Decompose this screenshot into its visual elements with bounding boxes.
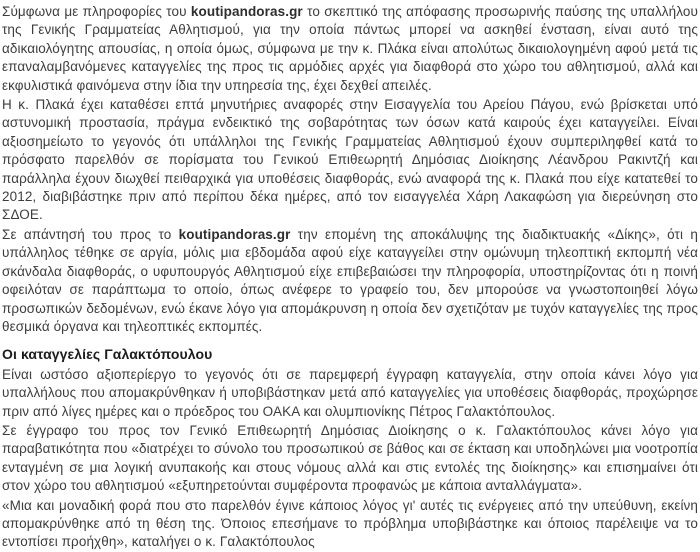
paragraph-text: Σύμφωνα με πληροφορίες του — [2, 4, 191, 19]
paragraph-text: «Μια και μοναδική φορά που στο παρελθόν έγινε κάποιος λόγος γι' αυτές τις ενέργειες από την υπεύθυνη, εκείνη απομακρύνθηκε από τη θέση της. Όποιος επεσήμανε το πρόβλημα υποβιβάστηκε και όποιος παρέλειψε να το εντοπίσει προήχθη», καταλήγει ο κ. Γαλακτόπουλος — [2, 497, 698, 550]
article-body — [2, 3, 698, 552]
site-name-text: koutipandoras.gr — [178, 226, 291, 242]
paragraph-text: Σε έγγραφο του προς τον Γενικό Επιθεωρητή Δημόσιας Διοίκησης ο κ. Γαλακτόπουλος κάνει λόγο για παραβατικότητα που «διατρέχει το σύνολο του προσωπικού σε βάθος και σε έκταση και υποδηλώνει μια νοοτροπία ενταγμένη σε μια λογική ανυπακοής και στους νόμους αλλά και στις εντολές της διοίκησης» και επισημαίνει ότι στον χώρο του αθλητισμού «εξυπηρετούνται συμφέροντα προφανώς με κάποια ανταλλάγματα». — [2, 422, 698, 494]
paragraph-ministry-response — [2, 226, 698, 336]
section-heading: Οι καταγγελίες Γαλακτόπουλου — [2, 346, 213, 363]
paragraph-text: το σκεπτικό της απόφασης προσωρινής παύσης της υπαλλήλου της Γενικής Γραμματείας Αθλητισμού, για την οποία πάντως μπορεί να ασκηθεί ένσταση, είναι αυτό της αδικαιολόγητης απουσίας, η οποία όμως, σύμφωνα με την κ. Πλάκα είναι απολύτως δικαιολογημένη αφού μετά τις επαναλαμβανόμενες καταγγελίες της προς τις αρμόδιες αρχές για διαφθορά στο χώρο του αθλητισμού, αλλά και εκφυλιστικά φαινόμενα στην ίδια την υπηρεσία της, έχει δεχθεί απειλές. — [2, 4, 698, 93]
site-name-text: koutipandoras.gr — [190, 4, 303, 19]
paragraph-galaktopoulos-complaint — [2, 366, 698, 421]
paragraph-text: Σε απάντησή του προς το — [2, 226, 179, 242]
paragraph-galaktopoulos-document — [2, 422, 698, 496]
paragraph-plaka-reports — [2, 96, 698, 225]
paragraph-text: Είναι ωστόσο αξιοπερίεργο το γεγονός ότι σε παρεμφερή έγγραφη καταγγελία, στην οποία κάνει λόγο για υπαλλήλους που απομακρύνθηκαν ή υποβιβάστηκαν μετά από καταγγελίες για υποθέσεις διαφθοράς, προχώρησε πριν από λίγες ημέρες και ο πρόεδρος του ΟΑΚΑ και ολυμπιονίκης Πέτρος Γαλακτόπουλος. — [2, 366, 698, 419]
paragraph-galaktopoulos-quote — [2, 497, 698, 552]
paragraph-intro — [2, 3, 698, 95]
paragraph-text: την επομένη της αποκάλυψης της διαδικτυακής «Δίκης», ότι η υπάλληλος τέθηκε σε αργία, μόλις μια εβδομάδα αφού είχε καταγγείλει στην ομώνυμη τηλεοπτική εκπομπή νέα σκάνδαλα διαφθοράς, ο υφυπουργός Αθλητισμού είχε επιβεβαιώσει την πληροφορία, υποστηρίζοντας ότι η ποινή οφειλόταν σε παράπτωμα το οποίο, όπως ανέφερε το γραφείο του, δεν μπορούσε να γνωστοποιηθεί λόγω προσωπικών δεδομένων, ενώ έκανε λόγο για απομάκρυνση η οποία δεν σχετιζόταν με τυχόν καταγγελίες της προς θεσμικά όργανα και τηλεοπτικές εκπομπές. — [2, 226, 698, 334]
paragraph-text: Η κ. Πλακά έχει καταθέσει επτά μηνυτήριες αναφορές στην Εισαγγελία του Αρείου Πάγου, ενώ βρίσκεται υπό αστυνομική προστασία, πράγμα ενδεικτικό της σοβαρότητας των όσων κατά καιρούς έχει καταγγείλει. Είναι αξιοσημείωτο το γεγονός ότι υπάλληλοι της Γενικής Γραμματείας Αθλητισμού έχουν συμπεριληφθεί κατά το πρόσφατο παρελθόν σε πορίσματα του Γενικού Επιθεωρητή Δημόσιας Διοίκησης Λέανδρου Ρακιντζή και παράλληλα έχουν διωχθεί πειθαρχικά για υποθέσεις διαφθοράς, ενώ αναφορά της κ. Πλακά που είχε κατατεθεί το 2012, διαβιβάστηκε πριν από περίπου δέκα ημέρες, από τον εισαγγελέα Χάρη Λακαφώση για διερεύνηση στο ΣΔΟΕ. — [2, 97, 698, 223]
